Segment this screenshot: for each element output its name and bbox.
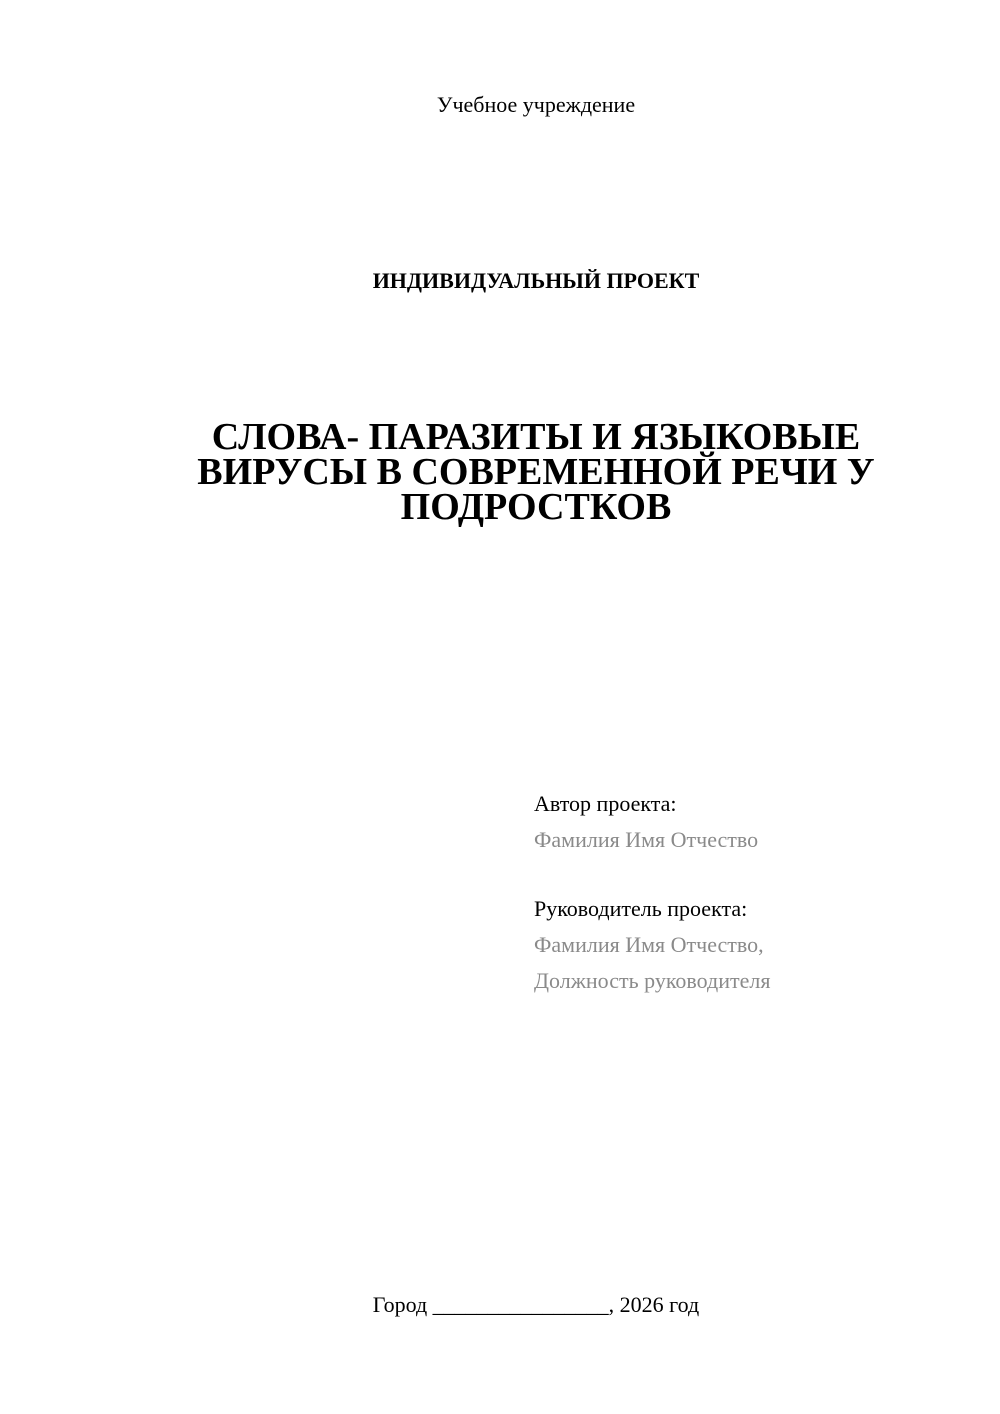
project-title	[136, 416, 936, 528]
supervisor-block	[534, 891, 964, 999]
institution-name: Учебное учреждение	[436, 92, 636, 117]
project-title-line-3: ПОДРОСТКОВ	[400, 486, 672, 528]
author-label: Автор проекта:	[534, 791, 677, 816]
supervisor-name: Фамилия Имя Отчество,	[534, 932, 764, 957]
project-type: ИНДИВИДУАЛЬНЫЙ ПРОЕКТ	[372, 268, 700, 293]
project-title-line-2: ВИРУСЫ В СОВРЕМЕННОЙ РЕЧИ У	[197, 451, 875, 493]
project-title-line-1: СЛОВА- ПАРАЗИТЫ И ЯЗЫКОВЫЕ	[211, 416, 861, 458]
supervisor-position: Должность руководителя	[534, 968, 771, 993]
author-block	[534, 786, 964, 858]
supervisor-label: Руководитель проекта:	[534, 896, 748, 921]
author-name: Фамилия Имя Отчество	[534, 827, 759, 852]
city-year-footer: Город ________________, 2026 год	[372, 1292, 700, 1317]
